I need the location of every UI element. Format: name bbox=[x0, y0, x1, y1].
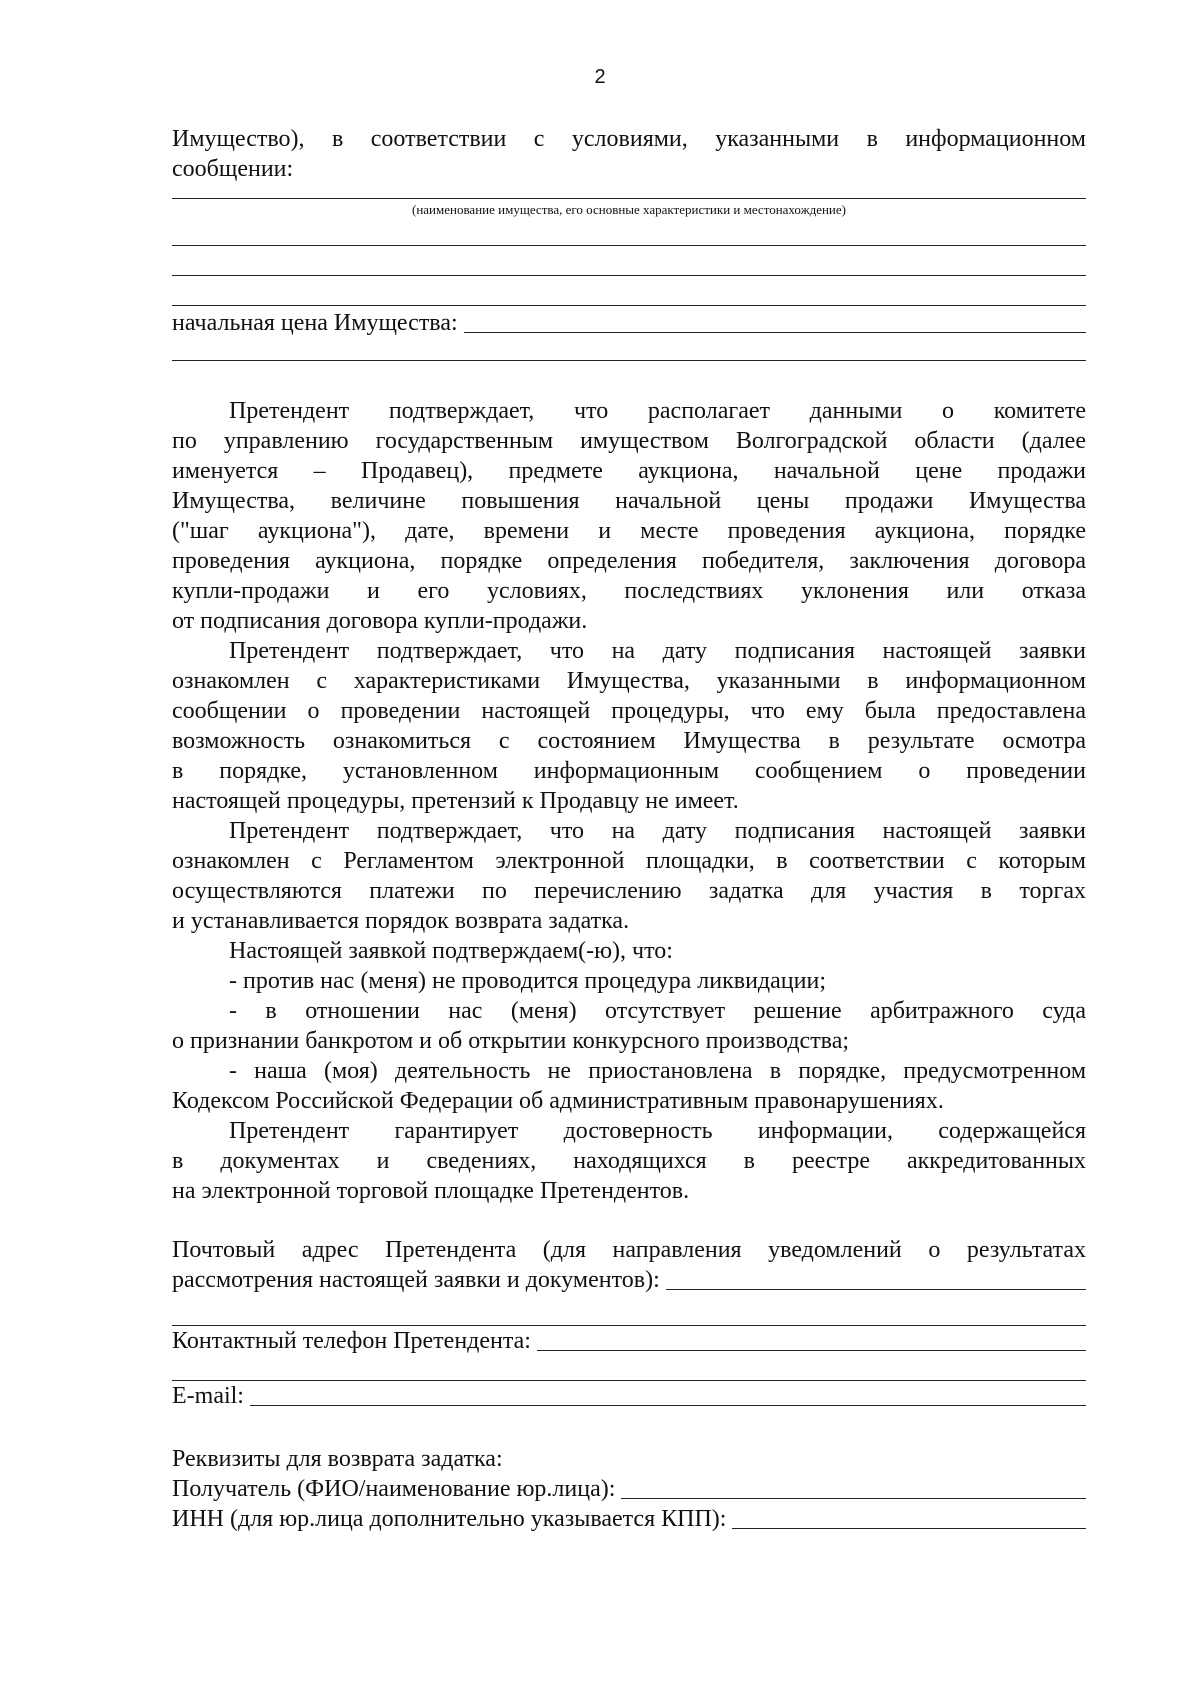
text-line: и устанавливается порядок возврата задатка. bbox=[172, 908, 630, 934]
text-line: ознакомлен с Регламентом электронной площадки, в соответствии с которым bbox=[172, 848, 1086, 874]
text-line: по управлению государственным имуществом Волгоградской области (далее bbox=[172, 428, 1086, 454]
recipient-field[interactable] bbox=[621, 1498, 1086, 1499]
confirm-item: - в отношении нас (меня) отсутствует решение арбитражного суда bbox=[229, 998, 1086, 1024]
postal-address-label: Почтовый адрес Претендента (для направления уведомлений о результатах bbox=[172, 1237, 1086, 1263]
text-line: ("шаг аукциона"), дате, времени и месте проведения аукциона, порядке bbox=[172, 518, 1086, 544]
start-price-field[interactable] bbox=[464, 332, 1086, 333]
phone-label: Контактный телефон Претендента: bbox=[172, 1328, 531, 1354]
text-line: от подписания договора купли-продажи. bbox=[172, 608, 588, 634]
email-label: E-mail: bbox=[172, 1383, 244, 1409]
paragraph-guarantee bbox=[172, 1116, 1086, 1206]
property-description-line[interactable] bbox=[172, 275, 1086, 276]
text-line: именуется – Продавец), предмете аукциона, начальной цене продажи bbox=[172, 458, 1086, 484]
email-row bbox=[172, 1381, 1086, 1411]
text-line: сообщении о проведении настоящей процедуры, что ему была предоставлена bbox=[172, 698, 1086, 724]
confirm-item: - наша (моя) деятельность не приостановлена в порядке, предусмотренном bbox=[229, 1058, 1086, 1084]
start-price-label: начальная цена Имущества: bbox=[172, 310, 458, 336]
text-line: Претендент гарантирует достоверность информации, содержащейся bbox=[229, 1118, 1086, 1144]
refund-details bbox=[172, 1444, 1086, 1534]
paragraph-property-review bbox=[172, 636, 1086, 816]
recipient-label: Получатель (ФИО/наименование юр.лица): bbox=[172, 1476, 616, 1502]
property-name-field[interactable] bbox=[172, 198, 1086, 199]
text-line: осуществляются платежи по перечислению задатка для участия в торгах bbox=[172, 878, 1086, 904]
text-line: в документах и сведениях, находящихся в реестре аккредитованных bbox=[172, 1148, 1086, 1174]
confirm-intro: Настоящей заявкой подтверждаем(-ю), что: bbox=[229, 938, 673, 964]
recipient-row bbox=[172, 1474, 1086, 1504]
inn-field[interactable] bbox=[732, 1528, 1086, 1529]
paragraph-awareness bbox=[172, 396, 1086, 636]
intro-line: сообщении: bbox=[172, 156, 294, 182]
postal-address-label: рассмотрения настоящей заявки и документов): bbox=[172, 1267, 660, 1293]
inn-row bbox=[172, 1504, 1086, 1534]
confirmations bbox=[172, 936, 1086, 1116]
postal-address-block bbox=[172, 1235, 1086, 1326]
text-line: в порядке, установленном информационным сообщением о проведении bbox=[172, 758, 1086, 784]
postal-address-row bbox=[172, 1265, 1086, 1295]
text-line: Претендент подтверждает, что на дату подписания настоящей заявки bbox=[229, 638, 1086, 664]
text-line: ознакомлен с характеристиками Имущества, указанными в информационном bbox=[172, 668, 1086, 694]
confirm-item: - против нас (меня) не проводится процедура ликвидации; bbox=[229, 968, 826, 994]
text-line: проведения аукциона, порядке определения победителя, заключения договора bbox=[172, 548, 1086, 574]
text-line: настоящей процедуры, претензий к Продавцу не имеет. bbox=[172, 788, 739, 814]
page-number: 2 bbox=[594, 66, 606, 88]
paragraph-platform-rules bbox=[172, 816, 1086, 936]
text-line: Имущества, величине повышения начальной цены продажи Имущества bbox=[172, 488, 1086, 514]
email-field[interactable] bbox=[250, 1405, 1086, 1406]
application-form-page bbox=[172, 124, 1086, 1534]
property-description-line[interactable] bbox=[172, 245, 1086, 246]
text-line: на электронной торговой площадке Претендентов. bbox=[172, 1178, 690, 1204]
phone-field[interactable] bbox=[537, 1350, 1086, 1351]
text-line: возможность ознакомиться с состоянием Имущества в результате осмотра bbox=[172, 728, 1086, 754]
phone-row bbox=[172, 1326, 1086, 1356]
text-line: Претендент подтверждает, что на дату подписания настоящей заявки bbox=[229, 818, 1086, 844]
intro-line: Имущество), в соответствии с условиями, указанными в информационном bbox=[172, 126, 1086, 152]
postal-address-field[interactable] bbox=[666, 1289, 1086, 1290]
text-line: купли-продажи и его условиях, последствиях уклонения или отказа bbox=[172, 578, 1086, 604]
confirm-item: о признании банкротом и об открытии конкурсного производства; bbox=[172, 1028, 850, 1054]
start-price-row bbox=[172, 308, 1086, 338]
refund-heading: Реквизиты для возврата задатка: bbox=[172, 1446, 503, 1472]
confirm-item: Кодексом Российской Федерации об административным правонарушениях. bbox=[172, 1088, 944, 1114]
start-price-extra-line[interactable] bbox=[172, 360, 1086, 361]
inn-label: ИНН (для юр.лица дополнительно указывается КПП): bbox=[172, 1506, 727, 1532]
property-description-line[interactable] bbox=[172, 305, 1086, 306]
property-caption: (наименование имущества, его основные характеристики и местонахождение) bbox=[412, 202, 846, 217]
text-line: Претендент подтверждает, что располагает данными о комитете bbox=[229, 398, 1086, 424]
